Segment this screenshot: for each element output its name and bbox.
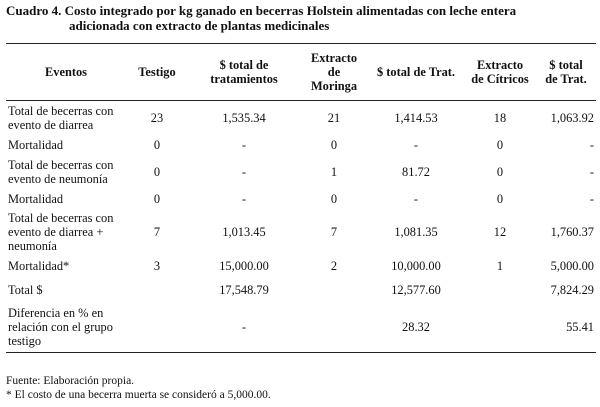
table-row (6, 155, 596, 188)
cell-evento: Mortalidad (8, 137, 64, 152)
cell-total-moringa: 10,000.00 (391, 259, 441, 273)
cell-testigo: 3 (153, 259, 161, 273)
cell-total-trat: - (241, 191, 247, 206)
cell-total-citricos: 55.41 (566, 320, 594, 334)
table-row (6, 302, 596, 353)
cell-total-trat: - (241, 320, 247, 334)
cell-total-trat: - (241, 137, 247, 152)
cell-total-citricos: 7,824.29 (550, 283, 594, 297)
cell-total-citricos: 1,063.92 (550, 110, 594, 125)
cell-evento: Mortalidad* (8, 259, 70, 273)
cell-moringa (300, 278, 368, 302)
cell-total-moringa: 28.32 (402, 320, 430, 334)
table-row (6, 134, 596, 155)
cell-testigo (126, 302, 188, 353)
cell-evento: Total $ (8, 283, 43, 297)
cell-total-trat: - (241, 164, 247, 179)
cell-moringa (300, 302, 368, 353)
table-row (6, 278, 596, 302)
caption-line-1: Cuadro 4. Costo integrado por kg ganado en becerras Holstein alimentadas con leche entera (6, 3, 517, 18)
header-testigo: Testigo (138, 65, 176, 79)
cell-citricos: 18 (493, 110, 507, 125)
header-total-trat: $ total de tratamientos (210, 58, 278, 86)
cell-moringa: 7 (330, 224, 338, 239)
cell-citricos: 1 (496, 259, 504, 273)
cell-total-moringa: 81.72 (402, 164, 430, 179)
cell-total-citricos: 1,760.37 (550, 224, 594, 239)
cell-total-citricos: - (589, 191, 594, 206)
cell-total-trat: 1,013.45 (222, 224, 266, 239)
cell-evento: Total de becerras con evento de diarrea + neumonía (8, 210, 114, 253)
cell-moringa: 0 (330, 191, 338, 206)
cell-citricos: 12 (493, 224, 507, 239)
cell-moringa: 2 (330, 259, 338, 273)
cell-moringa: 1 (330, 164, 338, 179)
header-total-trat-moringa: $ total de Trat. (376, 65, 455, 79)
cost-table (6, 43, 596, 353)
cell-citricos (464, 302, 536, 353)
cell-evento: Mortalidad (8, 191, 64, 206)
cell-citricos: 0 (496, 191, 504, 206)
table-row (6, 188, 596, 209)
cell-total-trat: 17,548.79 (219, 283, 269, 297)
cell-citricos: 0 (496, 137, 504, 152)
cell-testigo: 0 (153, 137, 161, 152)
cell-evento: Total de becerras con evento de neumonía (8, 157, 114, 186)
cell-total-citricos: 5,000.00 (550, 259, 594, 273)
cell-testigo: 7 (153, 224, 161, 239)
cell-moringa: 21 (327, 110, 341, 125)
cell-testigo (126, 278, 188, 302)
table-row (6, 101, 596, 135)
cell-total-moringa: - (413, 137, 419, 152)
footnote-source: Fuente: Elaboración propia. (6, 375, 135, 387)
cell-citricos (464, 278, 536, 302)
cell-evento: Total de becerras con evento de diarrea (8, 103, 114, 132)
header-eventos: Eventos (45, 65, 87, 79)
cell-total-citricos: - (589, 164, 594, 179)
header-ext-moringa: Extracto de Moringa (310, 51, 358, 93)
cell-total-moringa: - (413, 191, 419, 206)
header-row (6, 44, 596, 101)
cell-testigo: 0 (153, 164, 161, 179)
cell-evento: Diferencia en % en relación con el grupo testigo (8, 306, 113, 348)
cell-total-moringa: 12,577.60 (391, 283, 441, 297)
cell-total-trat: 1,535.34 (222, 110, 266, 125)
table-row (6, 209, 596, 254)
cell-total-moringa: 1,414.53 (394, 110, 438, 125)
header-ext-citricos: Extracto de Cítricos (471, 58, 529, 86)
cell-testigo: 0 (153, 191, 161, 206)
cell-citricos: 0 (496, 164, 504, 179)
cell-moringa: 0 (330, 137, 338, 152)
footnote-note: * El costo de una becerra muerta se consideró a 5,000.00. (6, 389, 271, 401)
cell-total-citricos: - (589, 137, 594, 152)
cell-testigo: 23 (150, 110, 164, 125)
caption-line-2: adicionada con extracto de plantas medicinales (69, 18, 330, 33)
table-row (6, 254, 596, 278)
cell-total-moringa: 1,081.35 (394, 224, 438, 239)
header-total-trat-citricos: $ total de Trat. (545, 58, 587, 86)
table-caption (6, 3, 596, 33)
cell-total-trat: 15,000.00 (219, 259, 269, 273)
